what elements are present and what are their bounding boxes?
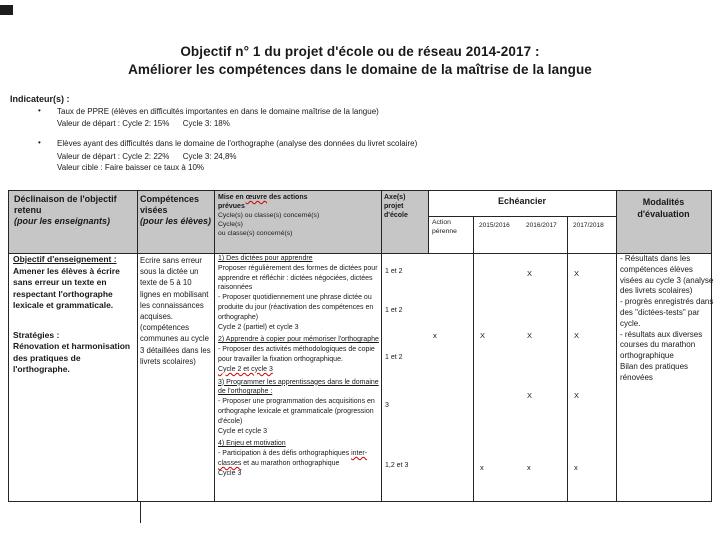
action-4-cycles: Cycle 3: [218, 469, 242, 477]
header-mise-cycles-2: Cycle(s): [218, 221, 243, 228]
header-mise-en-oeuvre: [218, 193, 378, 238]
action-1-title: 1) Des dictées pour apprendre: [218, 255, 313, 262]
action-2-title: 2) Apprendre à copier pour mémoriser l'orthographe: [218, 336, 379, 344]
cell-actions: [218, 254, 380, 482]
modalite-item: - résultats aux diverses courses du marathon orthographique: [620, 329, 703, 361]
header-mise-oeuvre: œuvre: [245, 194, 268, 201]
schedule-mark: x: [574, 463, 578, 472]
indicator-2-target: Valeur cible : Faire baisser ce taux à 10%: [57, 163, 205, 172]
schedule-mark: X: [574, 331, 580, 340]
header-competences: [140, 194, 212, 227]
action-section-2: [218, 335, 380, 374]
action-4-line: [218, 449, 380, 469]
axe-value: 1 et 2: [385, 268, 403, 275]
table-border-stub: [140, 502, 141, 523]
table-gridline: [381, 191, 382, 501]
action-2-line: - Proposer des activités méthodologiques de copie pour travailler la fixation orthographique.: [218, 346, 375, 363]
table-gridline: [473, 216, 474, 501]
action-3-title: 3) Programmer les apprentissages dans le domaine de l'orthographe :: [218, 378, 379, 396]
header-action-perenne: Action pérenne: [432, 219, 457, 235]
header-mise-title-line2: prévues: [218, 203, 245, 210]
page-title: [0, 43, 720, 78]
bullet-marker: •: [38, 106, 41, 115]
cell-modalites: [620, 254, 714, 384]
header-echeancier: Echéancier: [497, 196, 547, 206]
strategies-title: Stratégies :: [13, 329, 60, 340]
action-section-1: [218, 254, 380, 332]
action-2-cycles: Cycle 2 et cycle 3: [218, 365, 273, 373]
axe-value: 3: [385, 402, 389, 409]
action-1-line: - Proposer quotidiennement une phrase dictée ou produite du jour (réactivation des compétences en orthographe): [218, 294, 374, 321]
schedule-mark: x: [433, 331, 437, 340]
indicator-2-text: Elèves ayant des difficultés dans le domaine de l'orthographe (analyse des données du livret scolaire): [57, 139, 418, 148]
schedule-mark: X: [527, 391, 533, 400]
scan-corner-artifact: [0, 5, 13, 15]
modalite-item: - Résultats dans les compétences élèves visées au cycle 3 (analyse des livrets scolaires): [620, 254, 714, 296]
schedule-mark: X: [527, 269, 533, 278]
table-gridline: [137, 191, 138, 501]
header-year-2015-2016: 2015/2016: [479, 222, 510, 229]
header-declinaison: [14, 194, 134, 227]
indicator-1-text: Taux de PPRE (élèves en difficultés importantes en dans le domaine maîtrise de la langue): [57, 107, 379, 116]
title-line-1: Objectif n° 1 du projet d'école ou de réseau 2014-2017 :: [180, 44, 540, 59]
action-3-cycles: Cycle et cycle 3: [218, 427, 268, 435]
schedule-mark: x: [480, 463, 484, 472]
header-mise-post: des actions: [267, 194, 308, 201]
title-line-2: Améliorer les compétences dans le domaine de la maîtrise de la langue: [128, 61, 592, 77]
action-section-3: [218, 378, 380, 437]
header-axes: Axe(s) projet d'école: [384, 194, 408, 219]
header-modalites: Modalités d'évaluation: [637, 197, 690, 219]
action-4-title: 4) Enjeu et motivation: [218, 440, 286, 448]
axe-value: 1 et 2: [385, 354, 403, 361]
indicator-1-values: Valeur de départ : Cycle 2: 15% Cycle 3: 18%: [57, 119, 230, 128]
modalite-item: - progrès enregistrés dans des "dictées-tests" par cycle.: [620, 297, 714, 328]
axe-value: 1,2 et 3: [385, 462, 409, 469]
header-declinaison-title: Déclinaison de l'objectif retenu: [14, 194, 117, 215]
table-gridline: [567, 216, 568, 501]
cell-competences: Ecrire sans erreur sous la dictée un texte de 5 à 10 lignes en mobilisant les connaissances acquises. (compétences communes au cycle 3 détaillées dans les livrets scolaires): [140, 256, 211, 366]
cell-declinaison: [13, 254, 137, 376]
action-section-4: [218, 439, 380, 478]
header-declinaison-sub: (pour les enseignants): [14, 216, 111, 226]
action-4-line-interclasses: inter-classes: [218, 450, 368, 467]
schedule-mark: X: [574, 391, 580, 400]
header-mise-title-line1: [218, 193, 378, 202]
schedule-mark: x: [527, 463, 531, 472]
header-competences-title: Compétences visées: [140, 194, 200, 215]
header-mise-cycles-1: Cycle(s) ou classe(s) concerné(s): [218, 212, 320, 219]
header-mise-pre: Mise en: [218, 194, 246, 201]
table-gridline: [214, 191, 215, 501]
bullet-marker: •: [38, 138, 41, 147]
header-mise-cycles-3: ou classe(s) concerné(s): [218, 230, 293, 237]
action-1-cycles: Cycle 2 (partiel) et cycle 3: [218, 323, 299, 331]
axe-value: 1 et 2: [385, 307, 403, 314]
header-competences-sub: (pour les élèves): [140, 216, 212, 226]
objectives-table: [8, 190, 712, 502]
indicators-heading: Indicateur(s) :: [10, 94, 70, 104]
action-3-line: - Proposer une programmation des acquisitions en orthographe lexicale et grammaticale (progression d'école): [218, 398, 375, 425]
indicator-2-values: Valeur de départ : Cycle 2: 22% Cycle 3: 24,8%: [57, 152, 237, 161]
strategies-text: Rénovation et harmonisation des pratiques de l'orthographe.: [13, 341, 131, 374]
action-1-line: Proposer régulièrement des formes de dictées pour apprendre et réfléchir : dictées négociées, dictées raisonnées: [218, 264, 378, 292]
schedule-mark: X: [480, 331, 486, 340]
objectif-enseignement-text: Amener les élèves à écrire sans erreur un texte en respectant l'orthographe lexicale et grammaticale.: [13, 265, 120, 310]
action-4-line-pre: - Participation à des défis orthographiques: [218, 450, 352, 458]
header-year-2016-2017: 2016/2017: [526, 222, 557, 229]
action-4-line-post: et au marathon orthographique: [241, 459, 340, 467]
table-gridline: [428, 216, 616, 217]
modalite-item: Bilan des pratiques rénovées: [620, 361, 689, 382]
header-year-2017-2018: 2017/2018: [573, 222, 604, 229]
table-gridline: [616, 191, 617, 501]
schedule-mark: X: [527, 331, 533, 340]
schedule-mark: X: [574, 269, 580, 278]
objectif-enseignement-title: Objectif d'enseignement :: [13, 254, 117, 264]
